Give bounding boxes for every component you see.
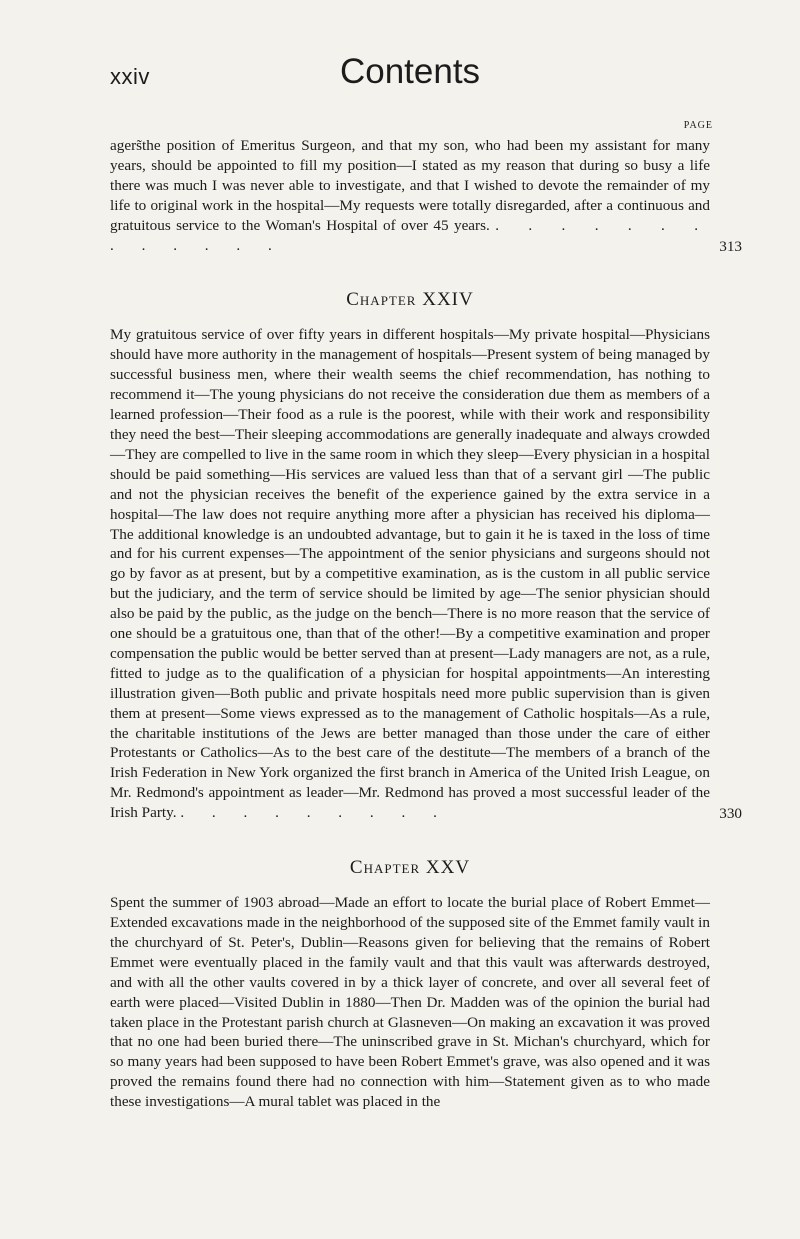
page-folio: xxiv <box>110 64 150 89</box>
running-title: Contents <box>339 52 481 91</box>
chapter-heading: Chapter XXIV <box>346 289 474 311</box>
entry-text: agers̃the position of Emeritus Surgeon, and that my son, who had been my assistant for many years, should be appointed to fill my position—I stated as my reason that during so busy a life there was much I was never able to investigate, and that I wished to devote the remainder of my life to original work in the hospital—My requests were totally disregarded, after a continuous and gratuitous service to the Woman's Hospital of over 45 years. <box>110 137 710 234</box>
entry-text: Spent the summer of 1903 abroad—Made an effort to locate the burial place of Robert Emmet—Extended excavations made in the neighborhood of the supposed site of the Emmet family vault in the churchyard of St. Peter's, Dublin—Reasons given for believing that the remains of Robert Emmet were eventually placed in the family vault and that this vault was afterwards destroyed, and with all the other vaults covered in by a thick layer of concrete, and over all several feet of earth were placed—Visited Dublin in 1880—Then Dr. Madden was of the opinion the burial had taken place in the Protestant parish church at Glasneven—On making an excavation it was proved that no one had been buried there—The uninscribed grave in St. Michan's churchyard, which for so many years had been supposed to have been Robert Emmet's grave, was also opened and it was proved the remains found there had no connection with him—Statement given as to who made these investigations—A mural tablet was placed in the <box>110 894 710 1111</box>
page-number: 313 <box>719 237 742 255</box>
contents-entry <box>110 893 710 1112</box>
contents-entry <box>110 325 742 823</box>
contents-body <box>110 136 742 1112</box>
chapter-heading: Chapter XXV <box>349 857 471 879</box>
contents-entry-continuation <box>110 136 742 255</box>
dot-leaders: . . . . . . . . . . . . . <box>110 216 711 254</box>
page-column-label: PAGE <box>683 120 713 131</box>
running-header <box>110 52 710 102</box>
dot-leaders: . . . . . . . . . <box>180 804 449 822</box>
page-number: 330 <box>719 805 742 823</box>
entry-text: My gratuitous service of over fifty years in different hospitals—My private hospital—Physicians should have more authority in the management of hospitals—Present system of being managed by successful business men, where their wealth seems the chief recommendation, has nothing to recommend it—The young physicians do not receive the consideration due them as members of a learned profession—Their food as a rule is the poorest, while with their work and responsibility they need the best—Their sleeping accommodations are generally inadequate and always crowded—They are compelled to live in the same room in which they sleep—Every physician in a hospital should be paid something—His services are valued less than that of a servant girl —The public and not the physician receives the benefit of the experience gained by the extra service in a hospital—The law does not require anything more after a physician has received his diploma—The additional knowledge is an undoubted advantage, but to gain it he is taxed in the loss of time and for his current expenses—The appointment of the senior physicians and surgeons should not go by favor as at present, but by a competitive examination, as is the custom in all public service but the judiciary, and the term of service should be limited by age—The senior physician should also be paid by the public, as the judge on the bench—There is no more reason that the service of one should be a gratuitous one, than that of the other!—By a competitive examination and proper compensation the public would be better served than at present—Lady managers are not, as a rule, fitted to judge as to the qualification of a physician for hospital appointments—An interesting illustration given—Both public and private hospitals need more public supervision than is given them at present—Some views expressed as to the management of Catholic hospitals—As a rule, the charitable institutions of the Jews are better managed than those under the care of either Protestants or Catholics—As to the best care of the destitute—The members of a branch of the Irish Federation in New York organized the first branch in America of the United Irish League, on Mr. Redmond's appointment as leader—Mr. Redmond has proved a most successful leader of the Irish Party. <box>110 326 710 822</box>
